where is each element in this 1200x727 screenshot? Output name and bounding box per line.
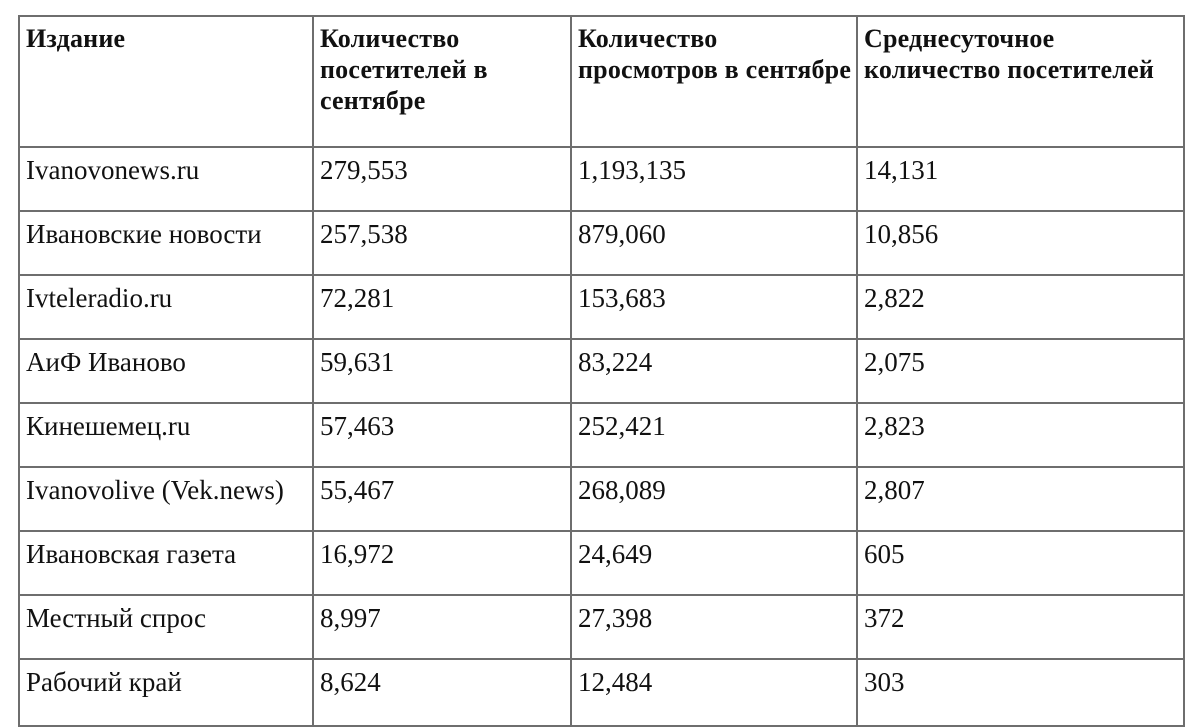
cell-visitors: 57,463 xyxy=(313,403,571,467)
cell-views: 879,060 xyxy=(571,211,857,275)
cell-views: 268,089 xyxy=(571,467,857,531)
cell-visitors: 8,624 xyxy=(313,659,571,726)
cell-views: 252,421 xyxy=(571,403,857,467)
cell-visitors: 279,553 xyxy=(313,147,571,211)
table-row xyxy=(19,275,1184,339)
table-row xyxy=(19,467,1184,531)
cell-publication: Ivteleradio.ru xyxy=(19,275,313,339)
cell-daily-average: 2,823 xyxy=(857,403,1184,467)
cell-visitors: 55,467 xyxy=(313,467,571,531)
visitors-table-container xyxy=(18,15,1183,727)
cell-daily-average: 14,131 xyxy=(857,147,1184,211)
table-row xyxy=(19,659,1184,726)
cell-daily-average: 372 xyxy=(857,595,1184,659)
header-visitors-september: Количество посетителей в сентябре xyxy=(313,16,571,147)
cell-publication: Ивановские новости xyxy=(19,211,313,275)
header-daily-average-visitors: Среднесуточное количество посетителей xyxy=(857,16,1184,147)
cell-views: 24,649 xyxy=(571,531,857,595)
header-publication: Издание xyxy=(19,16,313,147)
cell-visitors: 257,538 xyxy=(313,211,571,275)
cell-views: 1,193,135 xyxy=(571,147,857,211)
cell-publication: Ivanovolive (Vek.news) xyxy=(19,467,313,531)
cell-publication: Кинешемец.ru xyxy=(19,403,313,467)
cell-visitors: 8,997 xyxy=(313,595,571,659)
table-row xyxy=(19,531,1184,595)
table-row xyxy=(19,211,1184,275)
cell-daily-average: 2,822 xyxy=(857,275,1184,339)
cell-daily-average: 10,856 xyxy=(857,211,1184,275)
cell-visitors: 59,631 xyxy=(313,339,571,403)
cell-publication: Рабочий край xyxy=(19,659,313,726)
cell-views: 83,224 xyxy=(571,339,857,403)
cell-views: 153,683 xyxy=(571,275,857,339)
visitors-table xyxy=(18,15,1185,727)
cell-daily-average: 303 xyxy=(857,659,1184,726)
table-row xyxy=(19,147,1184,211)
cell-publication: Ивановская газета xyxy=(19,531,313,595)
cell-daily-average: 605 xyxy=(857,531,1184,595)
cell-visitors: 72,281 xyxy=(313,275,571,339)
cell-views: 12,484 xyxy=(571,659,857,726)
table-row xyxy=(19,339,1184,403)
cell-views: 27,398 xyxy=(571,595,857,659)
cell-visitors: 16,972 xyxy=(313,531,571,595)
cell-publication: Местный спрос xyxy=(19,595,313,659)
cell-publication: Ivanovonews.ru xyxy=(19,147,313,211)
table-header-row xyxy=(19,16,1184,147)
table-row xyxy=(19,403,1184,467)
cell-daily-average: 2,807 xyxy=(857,467,1184,531)
cell-daily-average: 2,075 xyxy=(857,339,1184,403)
header-views-september: Количество просмотров в сентябре xyxy=(571,16,857,147)
table-row xyxy=(19,595,1184,659)
cell-publication: АиФ Иваново xyxy=(19,339,313,403)
